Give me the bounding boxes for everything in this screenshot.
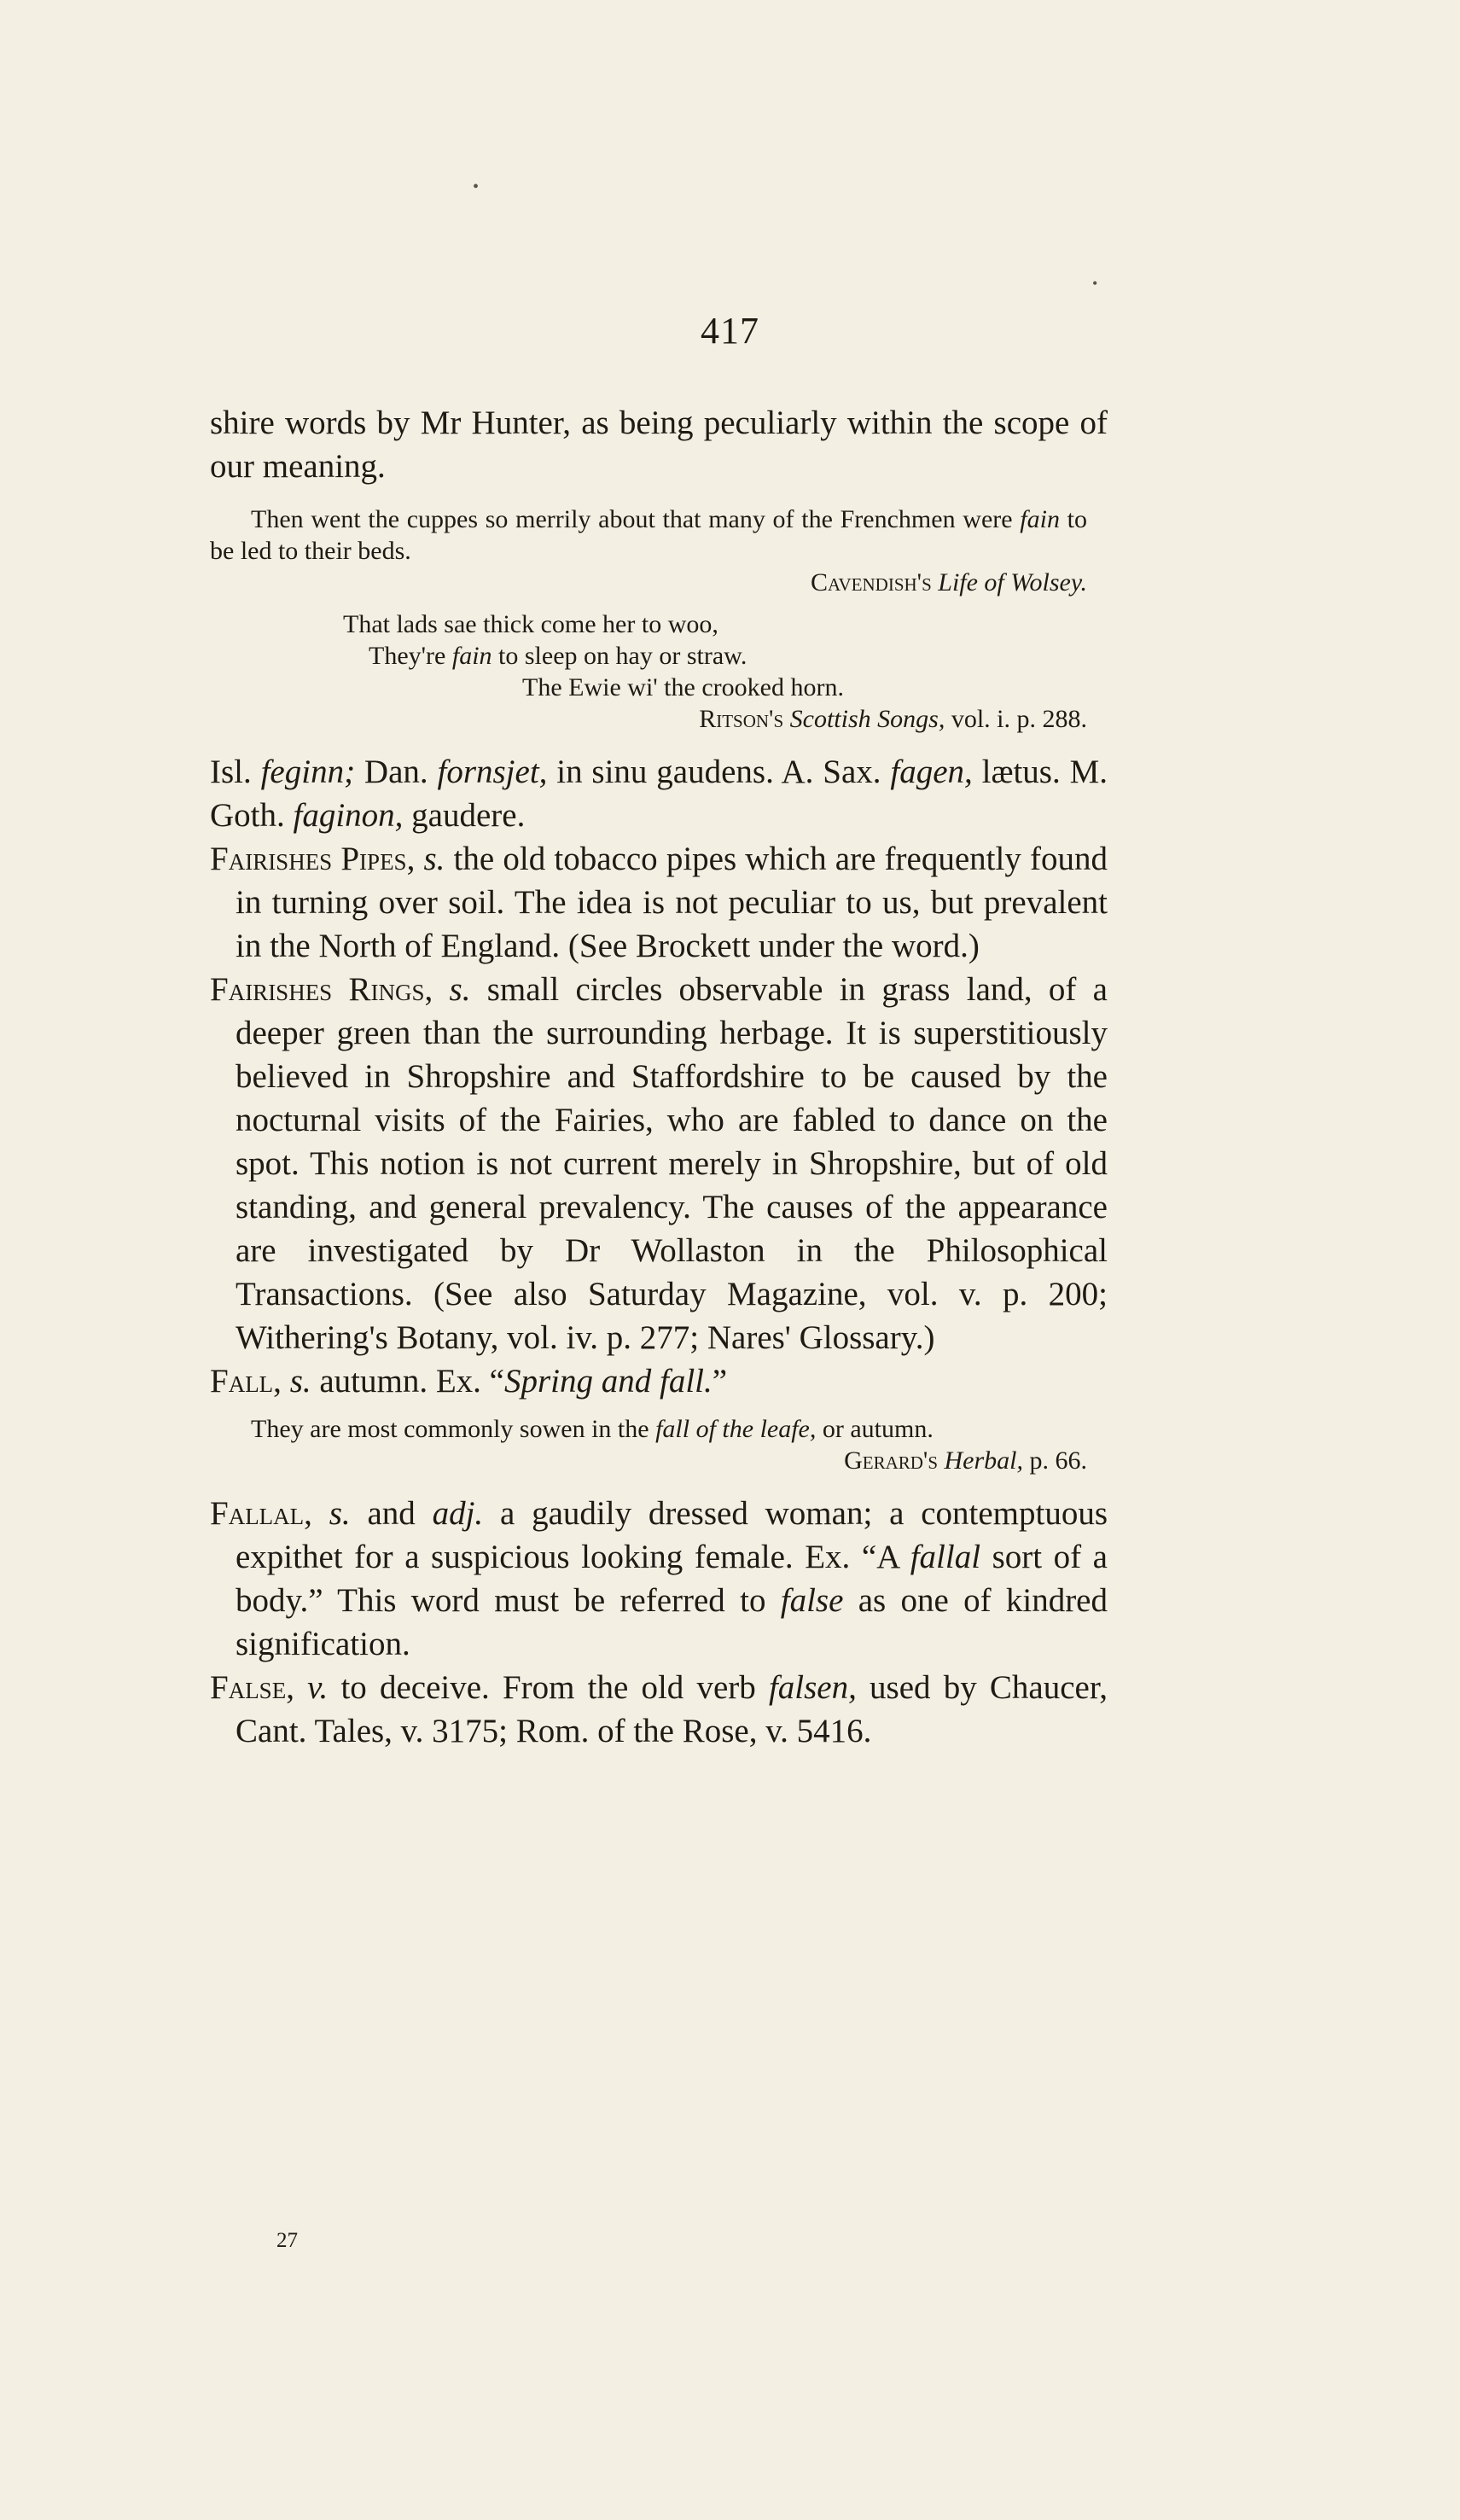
paragraph: shire words by Mr Hunter, as being peculiarly within the scope of our meaning. (210, 404, 1108, 485)
quotation-source: Cavendish's Life of Wolsey. (811, 568, 1087, 597)
verse-line: They're fain to sleep on hay or straw. (369, 642, 747, 670)
dictionary-entry: Fairishes Rings, s. small circles observable in grass land, of a deeper green than the surrounding herbage. It is superstitiously believed in Shropshire and Staffordshire to be caused by the nocturnal visits of the Fairies, who are fabled to dance on the spot. This notion is not current merely in Shropshire, but of old standing, and general prevalency. The causes of the appearance are investigated by Dr Wollaston in the Philosophical Transactions. (See also Saturday Magazine, vol. v. p. 200; Withering's Botany, vol. iv. p. 277; Nares' Glossary.) (210, 971, 1108, 1356)
dictionary-entry: Fallal, s. and adj. a gaudily dressed woman; a contemptuous expithet for a suspicious looking female. Ex. “A fallal sort of a body.” This word must be referred to false as one of kindred signification. (210, 1495, 1108, 1662)
entry-headword: False, (210, 1669, 294, 1706)
page-body (210, 401, 1108, 1753)
verse-block (210, 608, 1108, 735)
entry-headword: Fairishes Rings, (210, 971, 433, 1008)
quotation-source: Gerard's Herbal, p. 66. (844, 1446, 1087, 1475)
paragraph: Isl. feginn; Dan. fornsjet, in sinu gaudens. A. Sax. fagen, lætus. M. Goth. faginon, gaudere. (210, 754, 1108, 834)
verse-line: That lads sae thick come her to woo, (343, 610, 718, 638)
stray-mark: • (1092, 275, 1098, 292)
dictionary-entry: Fall, s. autumn. Ex. “Spring and fall.” (210, 1363, 728, 1400)
quotation-text: They are most commonly sowen in the fall of the leafe, or autumn. (251, 1415, 934, 1443)
signature-mark: 27 (276, 2229, 298, 2252)
dictionary-entry: Fairishes Pipes, s. the old tobacco pipes which are frequently found in turning over soil. The idea is not peculiar to us, but prevalent in the North of England. (See Brockett under the word.) (210, 841, 1108, 964)
entry-headword: Fallal, (210, 1495, 312, 1532)
page-number: 417 (701, 310, 759, 352)
entry-headword: Fairishes Pipes, (210, 841, 416, 877)
quotation-text: Then went the cuppes so merrily about that many of the Frenchmen were fain to be led to their beds. (210, 505, 1087, 565)
entry-headword: Fall, (210, 1363, 282, 1400)
dictionary-entry: False, v. to deceive. From the old verb falsen, used by Chaucer, Cant. Tales, v. 3175; Rom. of the Rose, v. 5416. (210, 1669, 1108, 1749)
verse-source: Ritson's Scottish Songs, vol. i. p. 288. (699, 705, 1087, 733)
quotation-block (210, 1413, 1087, 1476)
quotation-block (210, 503, 1087, 598)
verse-line: The Ewie wi' the crooked horn. (522, 673, 844, 701)
stray-mark: • (473, 178, 480, 196)
